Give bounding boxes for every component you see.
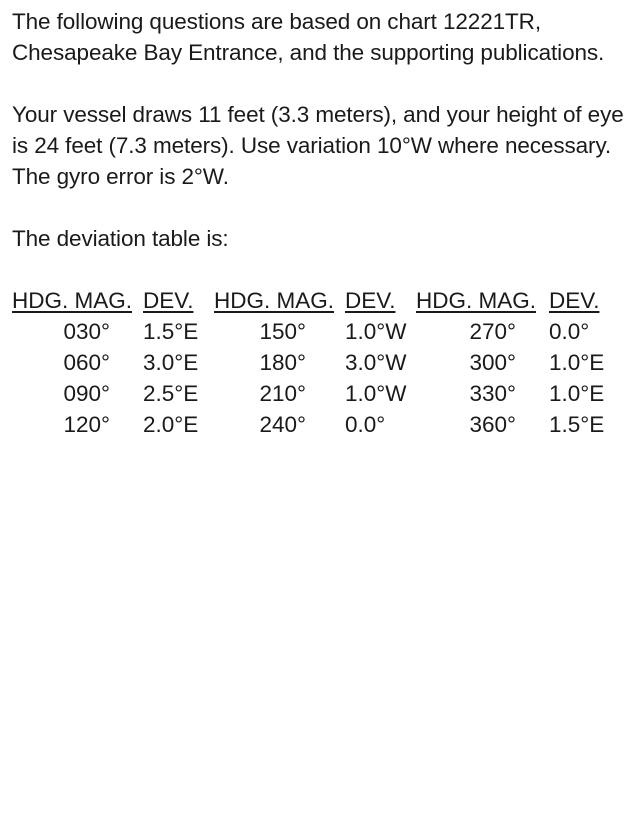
dev-cell: 2.0°E <box>143 412 199 437</box>
dev-cell: 1.0°E <box>549 381 605 406</box>
hdg-cell: 210° <box>259 381 306 406</box>
hdg-cell: 240° <box>259 412 306 437</box>
dev-cell: 2.5°E <box>143 381 199 406</box>
header-hdg-mag: HDG. MAG. <box>416 288 537 313</box>
dev-cell: 3.0°W <box>345 350 407 375</box>
hdg-cell: 300° <box>469 350 516 375</box>
header-hdg-mag: HDG. MAG. <box>214 288 335 313</box>
header-dev: DEV. <box>143 288 194 313</box>
header-hdg-mag: HDG. MAG. <box>12 288 133 313</box>
hdg-cell: 030° <box>63 319 110 344</box>
dev-cell: 0.0° <box>345 412 386 437</box>
hdg-cell: 120° <box>63 412 110 437</box>
hdg-cell: 330° <box>469 381 516 406</box>
dev-cell: 1.0°W <box>345 319 407 344</box>
dev-cell: 1.0°W <box>345 381 407 406</box>
dev-cell: 3.0°E <box>143 350 199 375</box>
hdg-cell: 270° <box>469 319 516 344</box>
hdg-cell: 360° <box>469 412 516 437</box>
hdg-cell: 150° <box>259 319 306 344</box>
hdg-cell: 060° <box>63 350 110 375</box>
table-intro-paragraph: The deviation table is: <box>12 226 229 251</box>
intro-paragraph: The following questions are based on chart 12221TR, Chesapeake Bay Entrance, and the supporting publications. <box>12 9 605 65</box>
vessel-info-paragraph: Your vessel draws 11 feet (3.3 meters), and your height of eye is 24 feet (7.3 meters). Use variation 10°W where necessary. The gyro error is 2°W. <box>12 102 624 189</box>
dev-cell: 1.0°E <box>549 350 605 375</box>
header-dev: DEV. <box>549 288 600 313</box>
hdg-cell: 090° <box>63 381 110 406</box>
header-dev: DEV. <box>345 288 396 313</box>
hdg-cell: 180° <box>259 350 306 375</box>
document <box>12 6 628 445</box>
dev-cell: 1.5°E <box>143 319 199 344</box>
dev-cell: 0.0° <box>549 319 590 344</box>
dev-cell: 1.5°E <box>549 412 605 437</box>
deviation-table <box>12 285 628 445</box>
